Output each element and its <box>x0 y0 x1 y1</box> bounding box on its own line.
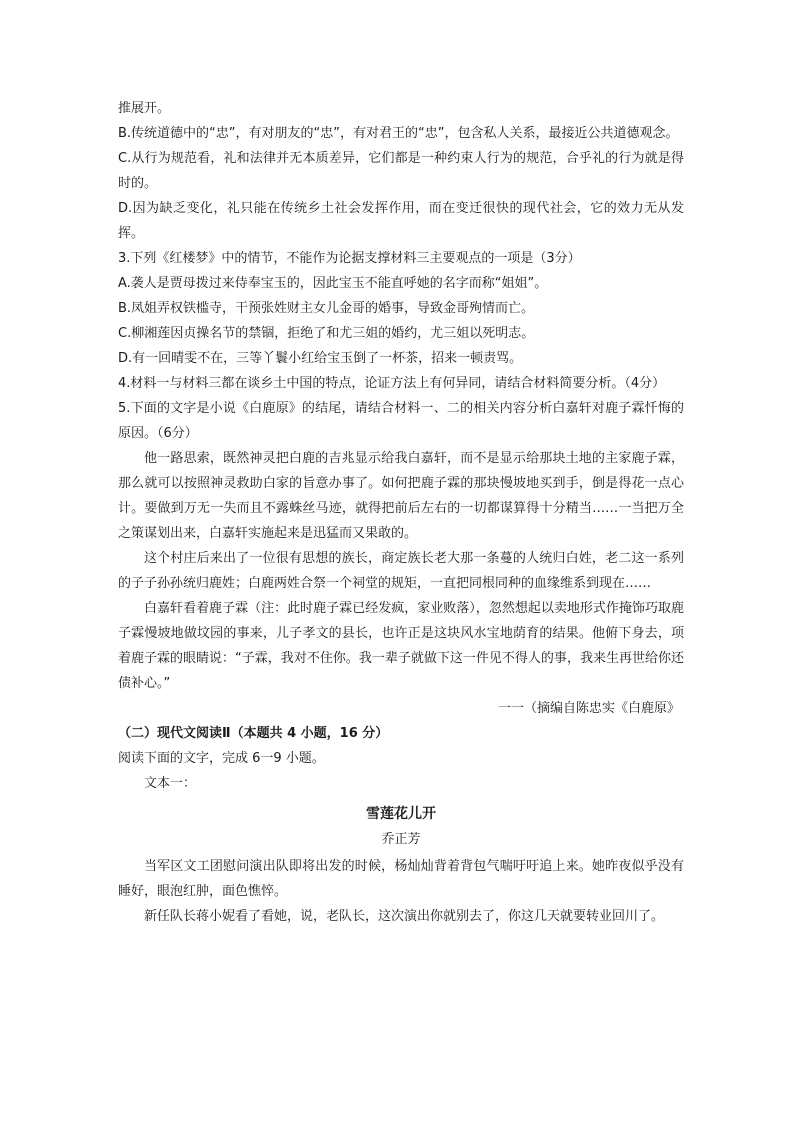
q4-stem: 4.材料一与材料三都在谈乡土中国的特点，论证方法上有何异同，请结合材料简要分析。（4分） <box>118 376 666 391</box>
continuation-text: 推展开。 <box>118 101 171 116</box>
story-title: 雪莲花儿开 <box>366 806 436 822</box>
q3-option-a: A.袭人是贾母拨过来侍奉宝玉的，因此宝玉不能直呼她的名字而称“姐姐”。 <box>118 276 548 291</box>
q3-option-c: C.柳湘莲因贞操名节的禁锢，拒绝了和尤三姐的婚约，尤三姐以死明志。 <box>118 326 535 341</box>
section-instruction: 阅读下面的文字，完成 6一9 小题。 <box>118 751 325 766</box>
excerpt-paragraph: 这个村庄后来出了一位很有思想的族长，商定族长老大那一条蔓的人统归白姓，老二这一系列的子子孙孙统归鹿姓；白鹿两姓合祭一个祠堂的规矩，一直把同根同种的血缘维系到现在…… <box>118 551 684 591</box>
document-page <box>118 96 684 929</box>
q2-option-b: B.传统道德中的“忠”，有对朋友的“忠”，有对君王的“忠”，包含私人关系，最接近公共道德观念。 <box>118 126 679 141</box>
story-paragraph: 新任队长蒋小妮看了看她，说，老队长，这次演出你就别去了，你这几天就要转业回川了。 <box>144 909 665 924</box>
q3-stem: 3.下列《红楼梦》中的情节，不能作为论据支撑材料三主要观点的一项是（3分） <box>118 251 581 266</box>
excerpt-source: 一一（摘编自陈忠实《白鹿原》 <box>497 701 680 716</box>
q3-option-d: D.有一回晴雯不在，三等丫鬟小红给宝玉倒了一杯茶，招来一顿责骂。 <box>118 351 523 366</box>
story-paragraph: 当军区文工团慰问演出队即将出发的时候，杨灿灿背着背包气喘吁吁追上来。她昨夜似乎没有睡好，眼泡红肿，面色憔悴。 <box>118 859 684 899</box>
q3-option-b: B.凤姐弄权铁槛寺，干预张姓财主女儿金哥的婚事，导致金哥殉情而亡。 <box>118 301 535 316</box>
excerpt-paragraph: 他一路思索，既然神灵把白鹿的吉兆显示给我白嘉轩，而不是显示给那块土地的主家鹿子霖，那么就可以按照神灵救助白家的旨意办事了。如何把鹿子霖的那块慢坡地买到手，倒是得花一点心计。要做到万无一失而且不露蛛丝马迹，就得把前后左右的一切都谋算得十分精当……一当把万全之策谋划出来，白嘉轩实施起来是迅猛而又果敢的。 <box>118 451 684 541</box>
q2-option-d: D.因为缺乏变化，礼只能在传统乡土社会发挥作用，而在变迁很快的现代社会，它的效力无从发挥。 <box>118 201 684 241</box>
section-heading: （二）现代文阅读Ⅱ（本题共 4 小题，16 分） <box>118 726 389 741</box>
excerpt-paragraph: 白嘉轩看着鹿子霖（注：此时鹿子霖已经发疯，家业败落），忽然想起以卖地形式作掩饰巧取鹿子霖慢坡地做坟园的事来，儿子孝文的县长，也许正是这块风水宝地荫育的结果。他俯下身去，项着鹿子霖的眼睛说：“子霖，我对不住你。我一辈子就做下这一件见不得人的事，我来生再世给你还债补心。” <box>118 601 684 691</box>
q5-stem: 5.下面的文字是小说《白鹿原》的结尾，请结合材料一、二的相关内容分析白嘉轩对鹿子霖忏悔的原因。（6分） <box>118 401 684 441</box>
text-label: 文本一： <box>144 776 197 791</box>
q2-option-c: C.从行为规范看，礼和法律并无本质差异，它们都是一种约束人行为的规范，合乎礼的行为就是得时的。 <box>118 151 684 191</box>
story-author: 乔正芳 <box>381 832 421 847</box>
